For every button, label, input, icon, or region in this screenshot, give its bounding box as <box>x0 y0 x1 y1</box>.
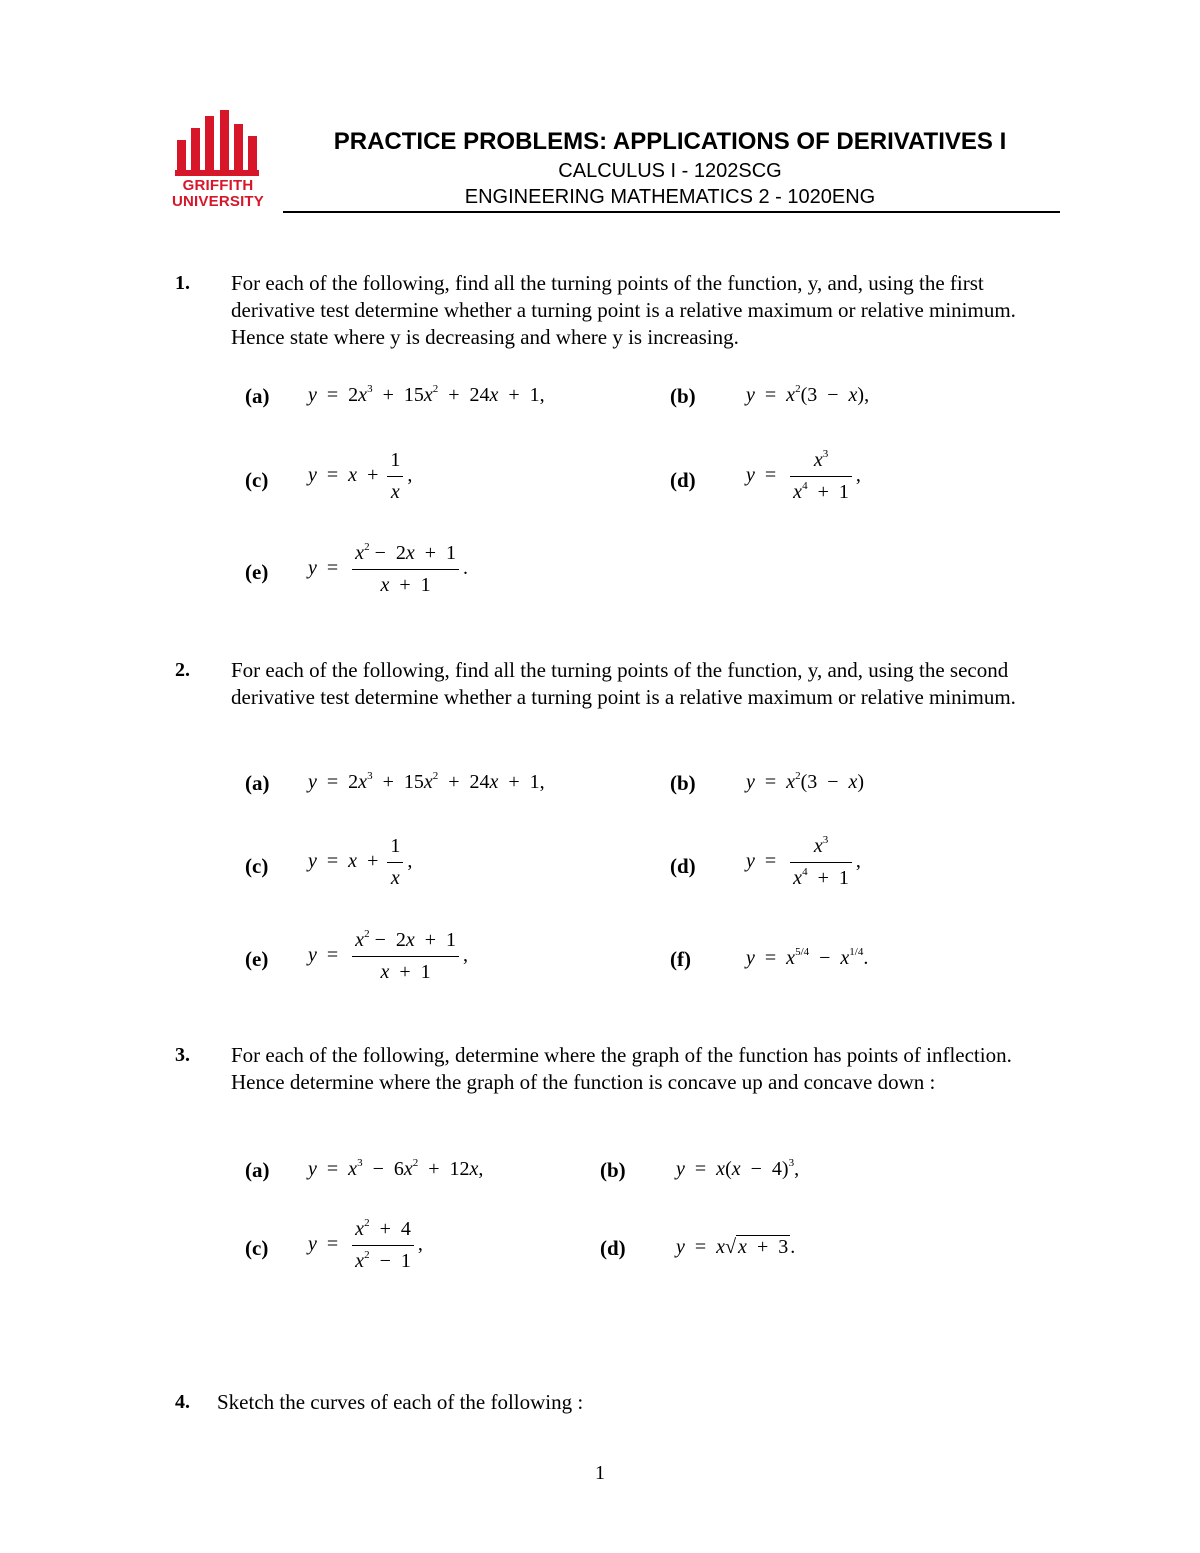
p2-part-e-label: (e) <box>245 947 269 971</box>
page-title: PRACTICE PROBLEMS: APPLICATIONS OF DERIVATIVES I <box>333 128 1007 155</box>
p3-part-d-equation: y = x√ x + 3 . <box>676 1236 796 1258</box>
header-divider <box>283 211 1060 213</box>
p1-part-e-label: (e) <box>245 560 269 584</box>
logo-text-line1: GRIFFITH <box>182 177 254 194</box>
p2-part-f-label: (f) <box>670 947 691 971</box>
page-number: 1 <box>595 1462 605 1484</box>
problem-2-text: For each of the following, find all the turning points of the function, y, and, using the second derivative test determine whether a turning point is a relative maximum or relative minimum. <box>231 658 1016 709</box>
problem-4-number: 4. <box>175 1391 190 1413</box>
p1-part-c-label: (c) <box>245 468 269 492</box>
p2-part-c-equation: y = x + $\frac{1}{x}$ , <box>308 835 413 889</box>
p3-part-c-equation: y = $\frac{x^2 + 4}{x^2 - 1}$ , <box>308 1217 423 1272</box>
problem-3-text: For each of the following, determine where the graph of the function has points of inflection. Hence determine where the graph of the function is concave up and concave down : <box>231 1043 1012 1094</box>
p2-part-a-label: (a) <box>245 771 270 795</box>
p2-part-a-equation: $y = 2x^3 + 15x^2 + 24x + 1$, <box>308 770 545 793</box>
p3-part-d-label: (d) <box>600 1236 626 1260</box>
problem-4-text: Sketch the curves of each of the following : <box>217 1390 584 1414</box>
p2-part-d-equation: y = $\frac{x^3}{x^4 + 1}$ , <box>746 834 861 889</box>
p1-part-a-label: (a) <box>245 384 270 408</box>
p1-part-a-equation: $y = 2x^3 + 15x^2 + 24x + 1$, <box>308 383 545 406</box>
p3-part-b-label: (b) <box>600 1158 626 1182</box>
p2-part-b-label: (b) <box>670 771 696 795</box>
problem-2-number: 2. <box>175 659 190 681</box>
problem-1-text: For each of the following, find all the turning points of the function, y, and, using the first derivative test determine whether a turning point is a relative maximum or relative minimum. Hence state where y is decreasing and where y is increasing. <box>231 271 1016 349</box>
p1-part-d-equation: y = $\frac{x^3}{x^4 + 1}$ , <box>746 448 861 503</box>
p1-part-c-equation: y = x + $\frac{1}{x}$ , <box>308 449 413 503</box>
p2-part-e-equation: y = $\frac{x^2 - 2x + 1}{x + 1}$ , <box>308 928 469 983</box>
p3-part-b-equation: $y = x(x - 4)^3$, <box>676 1157 800 1180</box>
p1-part-b-label: (b) <box>670 384 696 408</box>
p2-part-b-equation: $y = x^2(3 - x)$ <box>746 770 865 793</box>
p2-part-d-label: (d) <box>670 854 696 878</box>
logo-wordmark <box>163 178 273 210</box>
problem-1-number: 1. <box>175 272 190 294</box>
p3-part-a-label: (a) <box>245 1158 270 1182</box>
course-engineering: ENGINEERING MATHEMATICS 2 - 1020ENG <box>464 186 876 208</box>
p1-part-d-label: (d) <box>670 468 696 492</box>
p1-part-e-equation: y = $\frac{x^2 - 2x + 1}{x + 1}$ . <box>308 541 469 596</box>
p3-part-a-equation: $y = x^3 - 6x^2 + 12x$, <box>308 1157 484 1180</box>
course-calculus: CALCULUS I - 1202SCG <box>558 160 782 182</box>
problem-3-number: 3. <box>175 1044 190 1066</box>
logo-text-line2: UNIVERSITY <box>171 193 264 210</box>
p2-part-c-label: (c) <box>245 854 269 878</box>
p2-part-f-equation: $y = x^{5/4} - x^{1/4}$. <box>746 946 869 969</box>
p3-part-c-label: (c) <box>245 1236 269 1260</box>
p1-part-b-equation: $y = x^2(3 - x)$, <box>746 383 870 406</box>
